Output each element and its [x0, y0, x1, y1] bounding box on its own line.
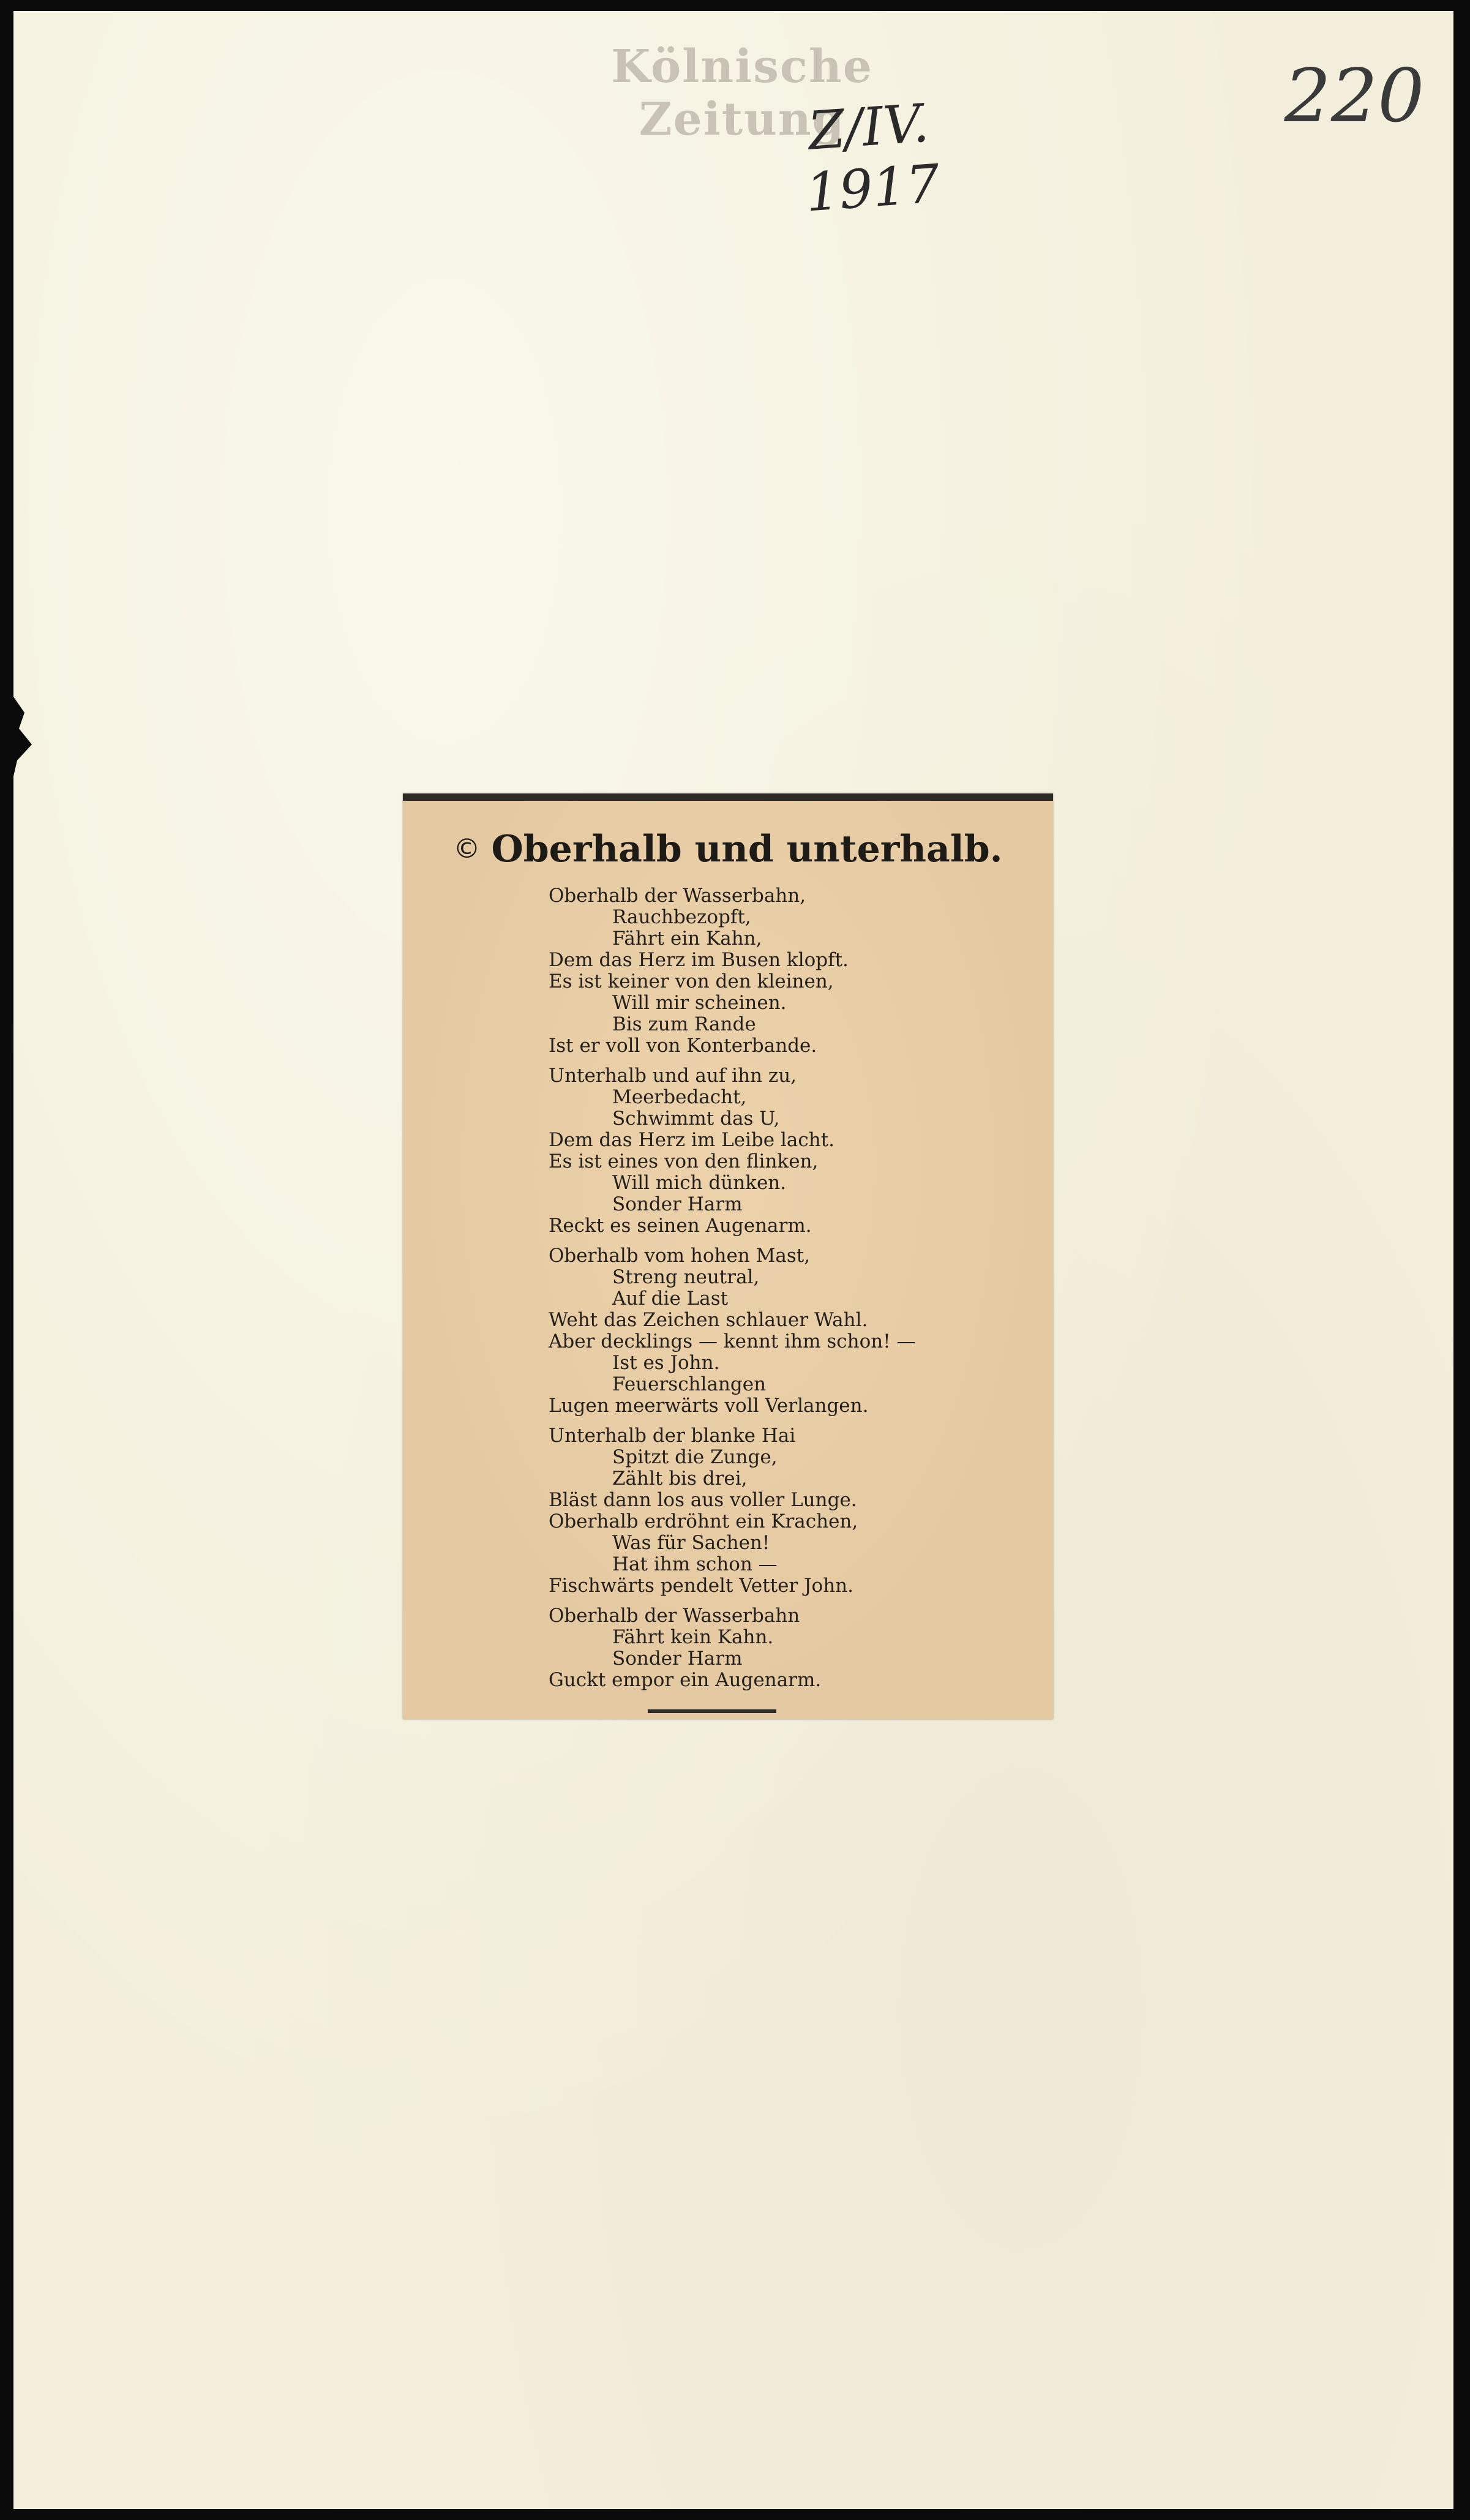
- poem-line: Sonder Harm: [612, 1193, 743, 1215]
- newspaper-clipping: [403, 793, 1053, 1719]
- poem-line: Zählt bis drei,: [612, 1468, 748, 1490]
- copyright-icon: ©: [453, 833, 481, 864]
- poem-line: Hat ihm schon —: [612, 1553, 778, 1575]
- poem-line: Bis zum Rande: [612, 1013, 756, 1035]
- poem-line: Streng neutral,: [612, 1266, 760, 1288]
- poem-line: Unterhalb der blanke Hai: [549, 1425, 796, 1447]
- edge-tear-mark: [13, 697, 32, 776]
- poem-line: Will mir scheinen.: [612, 992, 787, 1014]
- poem-line: Oberhalb der Wasserbahn,: [549, 885, 806, 907]
- poem-line: Schwimmt das U,: [612, 1108, 780, 1130]
- poem-line: Oberhalb vom hohen Mast,: [549, 1245, 811, 1267]
- poem-stanza: [549, 1425, 1038, 1597]
- poem-line: Ist er voll von Konterbande.: [549, 1035, 817, 1057]
- poem-stanza: [549, 1605, 1038, 1691]
- poem-line: Weht das Zeichen schlauer Wahl.: [549, 1309, 868, 1331]
- end-rule: [648, 1709, 776, 1713]
- poem-line: Dem das Herz im Busen klopft.: [549, 949, 849, 971]
- poem-line: Will mich dünken.: [612, 1172, 787, 1194]
- poem-stanza: [549, 1065, 1038, 1237]
- poem-line: Es ist eines von den flinken,: [549, 1150, 819, 1172]
- poem-line: Rauchbezopft,: [612, 906, 751, 928]
- poem-line: Spitzt die Zunge,: [612, 1446, 778, 1468]
- poem-line: Reckt es seinen Augenarm.: [549, 1215, 812, 1237]
- poem-line: Unterhalb und auf ihn zu,: [549, 1065, 797, 1087]
- archive-sheet: [13, 11, 1453, 2509]
- poem-line: Es ist keiner von den kleinen,: [549, 970, 834, 992]
- poem-title: Oberhalb und unterhalb.: [491, 828, 1003, 871]
- poem-line: Oberhalb der Wasserbahn: [549, 1605, 800, 1627]
- poem-line: Lugen meerwärts voll Verlangen.: [549, 1395, 869, 1417]
- poem-line: Meerbedacht,: [612, 1086, 747, 1108]
- poem-stanza: [549, 885, 1038, 1057]
- poem-line: Sonder Harm: [612, 1648, 743, 1670]
- newspaper-source-stamp: Kölnische Zeitung: [611, 40, 873, 146]
- poem-title-row: [403, 828, 1053, 871]
- poem-body: [549, 885, 1038, 1700]
- poem-line: Auf die Last: [612, 1288, 729, 1310]
- poem-line: Dem das Herz im Leibe lacht.: [549, 1129, 835, 1151]
- poem-line: Fischwärts pendelt Vetter John.: [549, 1575, 853, 1597]
- poem-line: Feuerschlangen: [612, 1373, 767, 1395]
- handwritten-date: Z/IV. 1917: [803, 92, 942, 224]
- poem-line: Oberhalb erdröhnt ein Krachen,: [549, 1510, 858, 1532]
- poem-line: Fährt kein Kahn.: [612, 1626, 774, 1648]
- poem-line: Ist es John.: [612, 1352, 720, 1374]
- poem-line: Was für Sachen!: [612, 1532, 770, 1554]
- page-number: 220: [1284, 54, 1425, 139]
- poem-line: Aber decklings — kennt ihm schon! —: [549, 1330, 916, 1352]
- poem-line: Fährt ein Kahn,: [612, 928, 762, 950]
- poem-line: Bläst dann los aus voller Lunge.: [549, 1489, 857, 1511]
- poem-line: Guckt empor ein Augenarm.: [549, 1669, 822, 1691]
- poem-stanza: [549, 1245, 1038, 1417]
